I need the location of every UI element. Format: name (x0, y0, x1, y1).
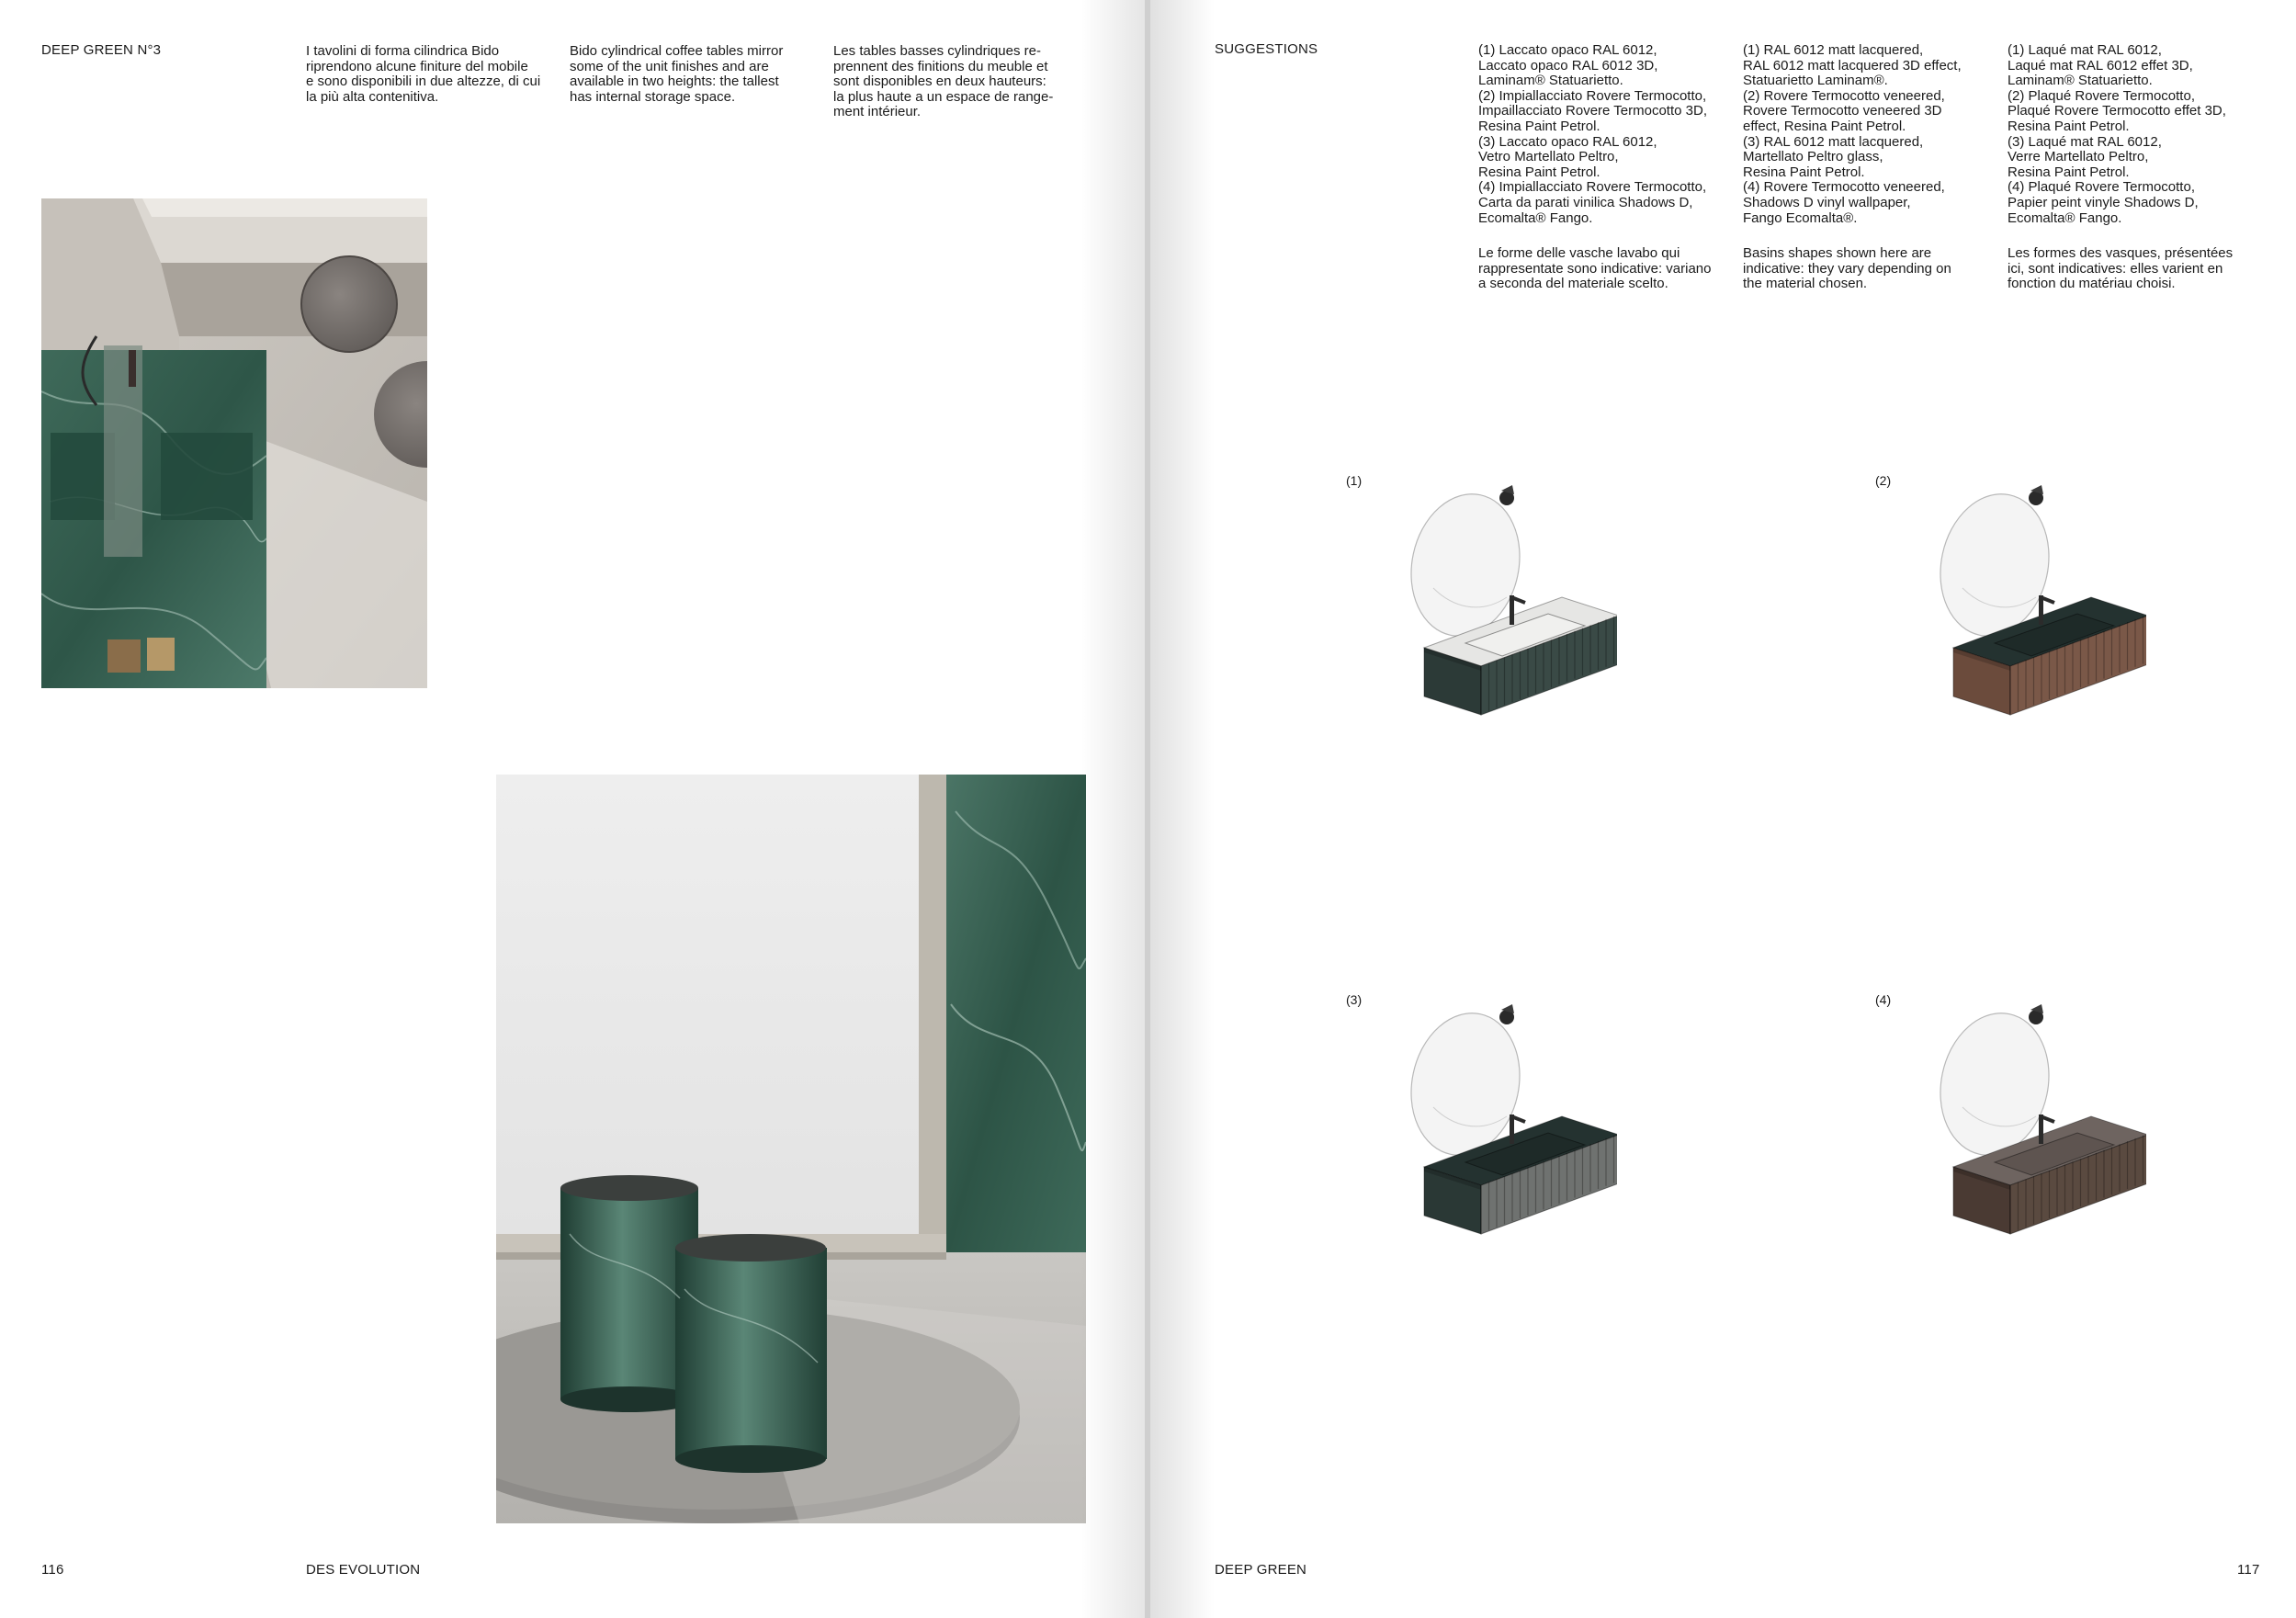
marble-basin-photo (41, 198, 427, 688)
vanity-render-1 (1378, 478, 1617, 753)
left-page-number: 116 (41, 1562, 64, 1578)
gutter-shadow (1150, 0, 1215, 1618)
finishes-english: (1) RAL 6012 matt lacquered, RAL 6012 matt lacquered 3D effect, Statuarietto Laminam®. (2) Rovere Termocotto veneered, Rovere Termocotto veneered 3D effect, Resina Paint Petrol. (3) RAL 6012 matt lacquered, Martellato Peltro glass, Resina Paint Petrol. (4) Rovere Termocotto veneered, Shadows D vinyl wallpaper, Fango Ecomalta®. (1743, 42, 1962, 226)
basin-note-english: Basins shapes shown here are indicative: they vary depending on the material chosen. (1743, 245, 1951, 292)
description-french: Les tables basses cylindriques re- prennent des finitions du meuble et sont disponibles en deux hauteurs: la plus haute a un espace de range- ment intérieur. (833, 43, 1054, 120)
basin-note-italian: Le forme delle vasche lavabo qui rappresentate sono indicative: variano a seconda del materiale scelto. (1478, 245, 1712, 292)
description-english: Bido cylindrical coffee tables mirror some of the unit finishes and are available in two heights: the tallest has internal storage space. (570, 43, 784, 105)
right-page (1150, 0, 2296, 1618)
left-page-header: DEEP GREEN N°3 (41, 42, 162, 58)
finishes-french: (1) Laqué mat RAL 6012, Laqué mat RAL 6012 effet 3D, Laminam® Statuarietto. (2) Plaqué Rovere Termocotto, Plaqué Rovere Termocotto effet 3D, Resina Paint Petrol. (3) Laqué mat RAL 6012, Verre Martellato Peltro, Resina Paint Petrol. (4) Plaqué Rovere Termocotto, Papier peint vinyle Shadows D, Ecomalta® Fango. (2008, 42, 2226, 226)
vanity-render-4 (1907, 997, 2146, 1273)
vanity-illustration (1378, 478, 1617, 753)
marble-tables-photo (496, 775, 1086, 1523)
vanity-render-3 (1378, 997, 1617, 1273)
variant-label-4: (4) (1875, 992, 1892, 1007)
variant-label-2: (2) (1875, 473, 1892, 488)
variant-label-1: (1) (1346, 473, 1363, 488)
variant-label-3: (3) (1346, 992, 1363, 1007)
left-page (0, 0, 1145, 1618)
basin-note-french: Les formes des vasques, présentées ici, sont indicatives: elles varient en fonction du matériau choisi. (2008, 245, 2234, 292)
right-page-number: 117 (2237, 1562, 2260, 1578)
finishes-italian: (1) Laccato opaco RAL 6012, Laccato opaco RAL 6012 3D, Laminam® Statuarietto. (2) Impiallacciato Rovere Termocotto, Impaillacciato Rovere Termocotto 3D, Resina Paint Petrol. (3) Laccato opaco RAL 6012, Vetro Martellato Peltro, Resina Paint Petrol. (4) Impiallacciato Rovere Termocotto, Carta da parati vinilica Shadows D, Ecomalta® Fango. (1478, 42, 1707, 226)
vanity-illustration (1907, 478, 2146, 753)
gutter-shadow (1080, 0, 1145, 1618)
description-italian: I tavolini di forma cilindrica Bido riprendono alcune finiture del mobile e sono disponibili in due altezze, di cui la più alta contenitiva. (306, 43, 541, 105)
vanity-render-2 (1907, 478, 2146, 753)
suggestions-header: SUGGESTIONS (1215, 41, 1318, 57)
vanity-illustration (1907, 997, 2146, 1273)
vanity-illustration (1378, 997, 1617, 1273)
right-page-footer: DEEP GREEN (1215, 1562, 1307, 1578)
left-page-footer: DES EVOLUTION (306, 1562, 421, 1578)
